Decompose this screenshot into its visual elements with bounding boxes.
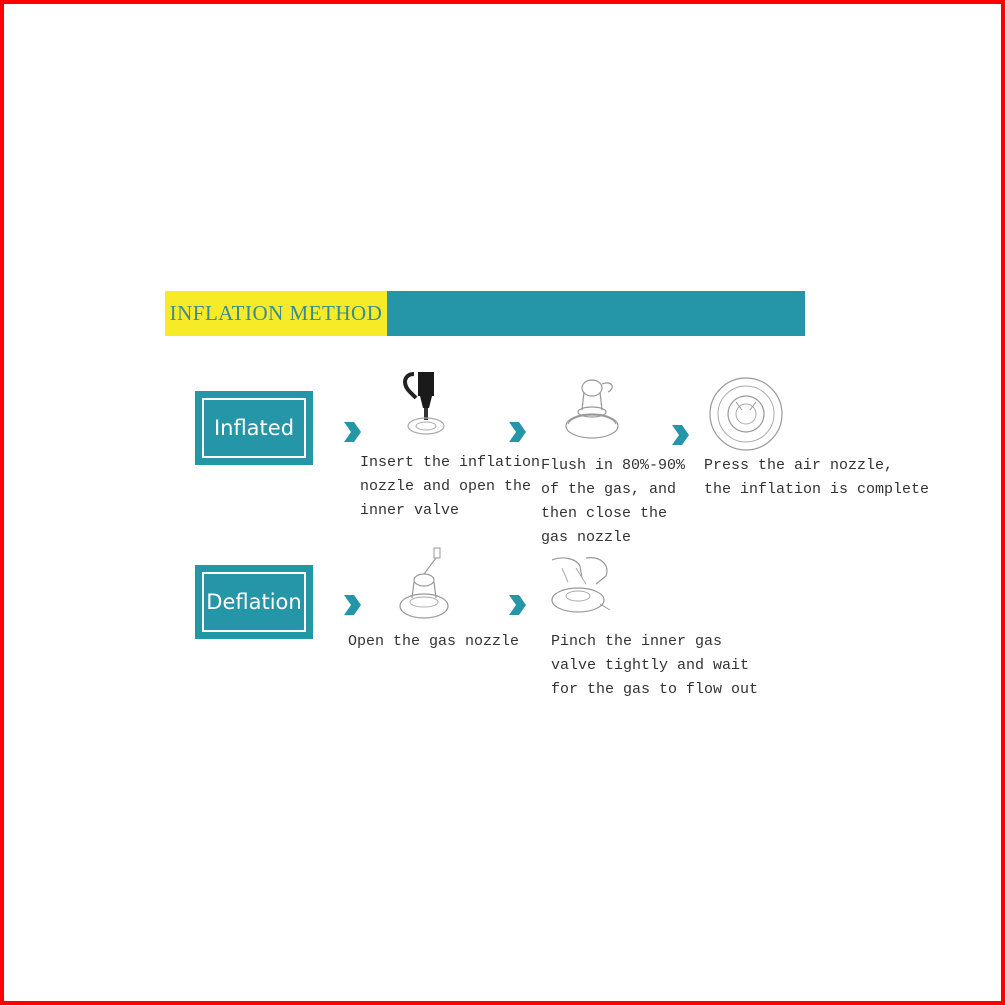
valve-flush-icon xyxy=(558,374,636,446)
pinch-valve-icon xyxy=(546,554,616,620)
chevron-right-icon xyxy=(507,421,527,443)
chevron-right-icon xyxy=(670,424,690,446)
chevron-right-icon xyxy=(342,421,362,443)
deflation-badge xyxy=(195,565,313,639)
air-nozzle-top-icon xyxy=(706,376,786,452)
section-title: INFLATION METHOD xyxy=(165,291,387,336)
inflation-step-2-caption: Flush in 80%-90% of the gas, and then close the gas nozzle xyxy=(541,457,686,546)
chevron-right-icon xyxy=(507,594,527,616)
inflation-nozzle-icon xyxy=(384,368,464,444)
inflation-step-1-caption: Insert the inflation nozzle and open the inner valve xyxy=(360,454,541,519)
chevron-right-icon xyxy=(342,594,362,616)
inflated-label: Inflated xyxy=(202,398,306,458)
section-banner xyxy=(165,291,805,336)
deflation-label: Deflation xyxy=(202,572,306,632)
open-nozzle-icon xyxy=(396,546,456,624)
inflation-step-3-caption: Press the air nozzle, the inflation is complete xyxy=(704,457,930,498)
deflation-step-1-caption: Open the gas nozzle xyxy=(348,633,520,650)
inflated-badge xyxy=(195,391,313,465)
deflation-step-2-caption: Pinch the inner gas valve tightly and wait for the gas to flow out xyxy=(551,633,759,698)
